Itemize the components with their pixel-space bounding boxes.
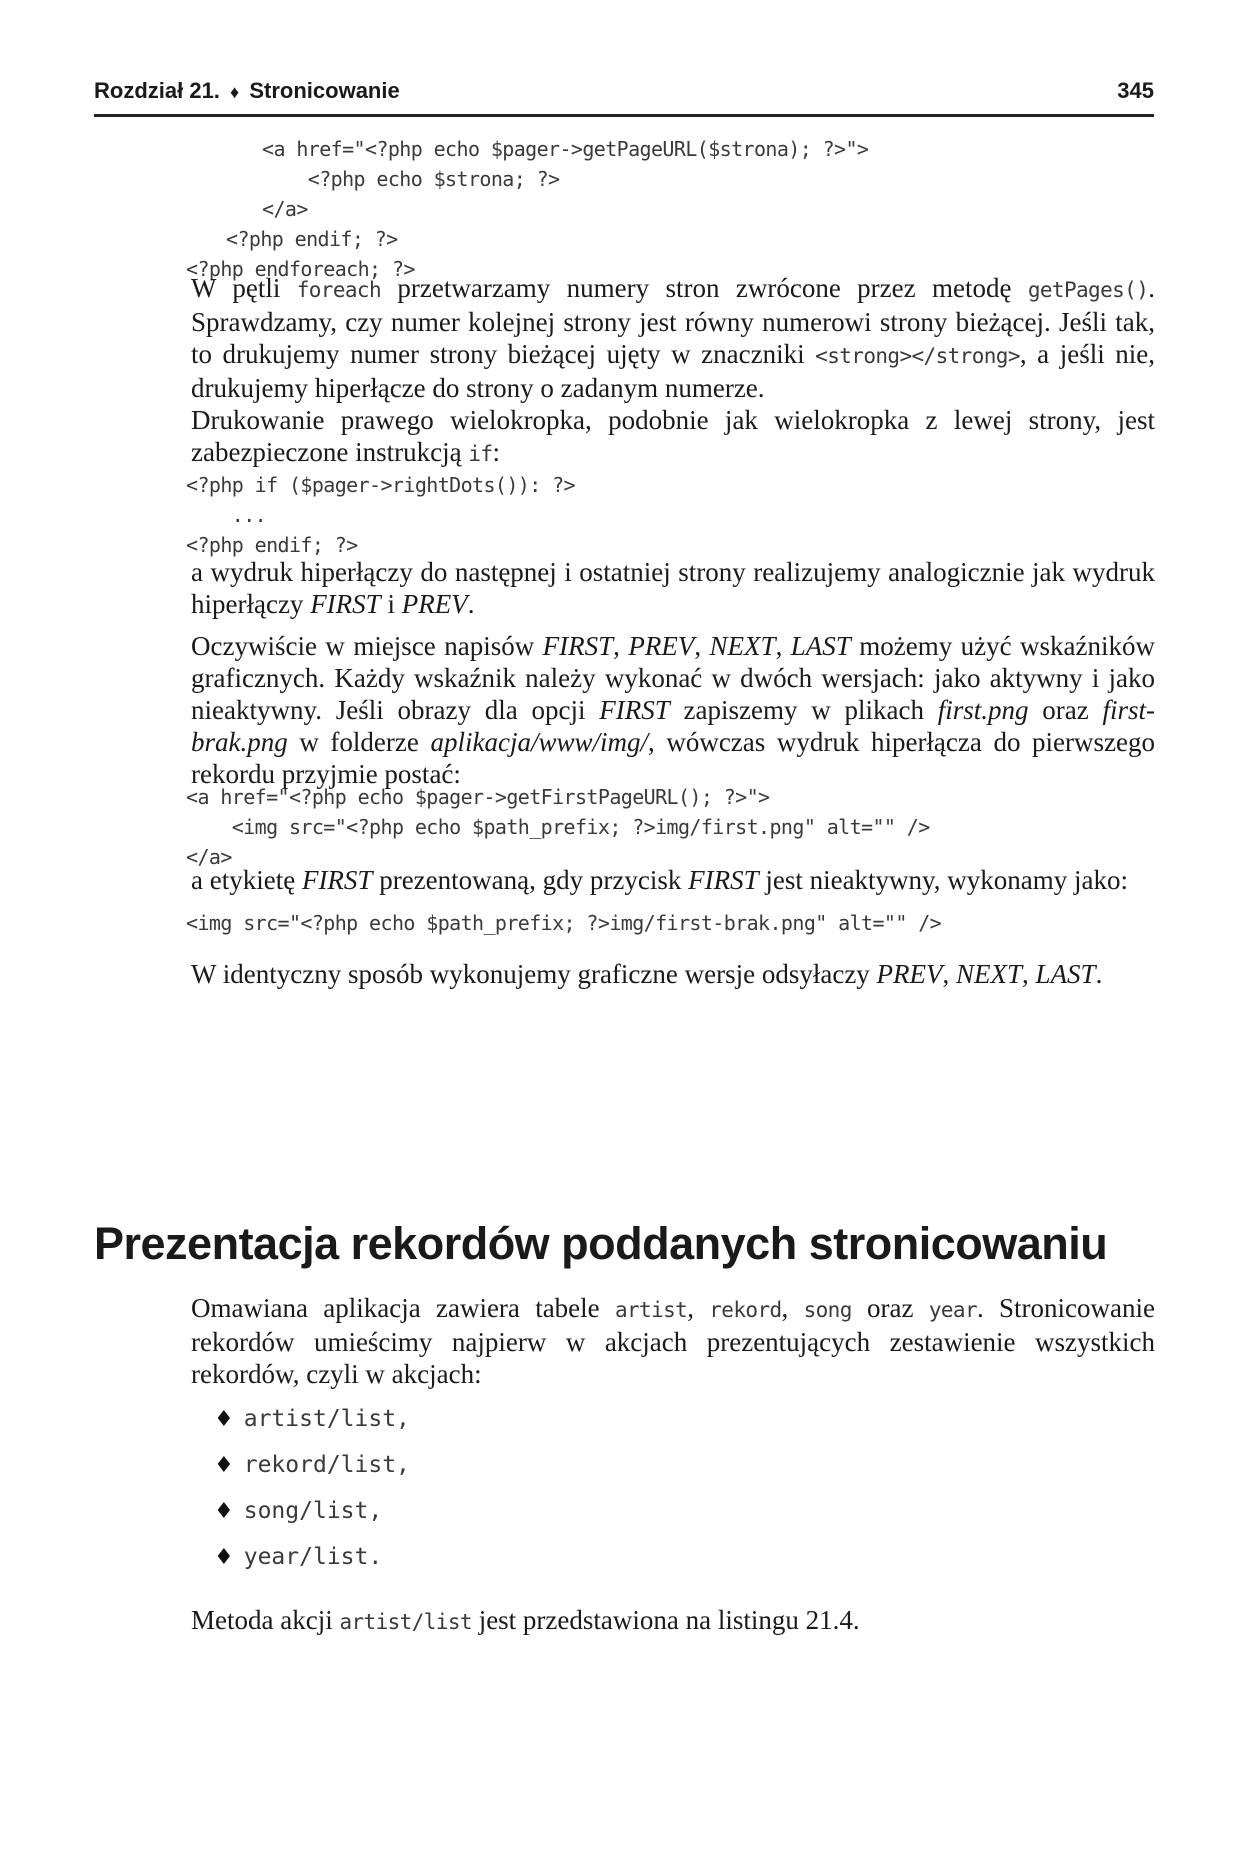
code-line: <?php endif; ?> <box>186 533 358 557</box>
code-block-3 <box>186 782 930 872</box>
header-separator: ♦ <box>230 82 240 102</box>
paragraph-right-dots: Drukowanie prawego wielokropka, podobnie jak wielokropka z lewej strony, jest zabezpieczone instrukcją if: <box>191 405 1155 467</box>
bullet-diamond-icon: ♦ <box>214 1545 234 1570</box>
bullet-diamond-icon: ♦ <box>214 1407 234 1432</box>
code-line: <?php if ($pager->rightDots()): ?> <box>186 473 575 497</box>
section-heading: Prezentacja rekordów poddanych stronicowaniu <box>94 1218 1108 1269</box>
bullet-diamond-icon: ♦ <box>214 1453 234 1478</box>
code-line: </a> <box>186 845 232 869</box>
code-block-4 <box>186 908 941 938</box>
list-item: ♦ song/list, <box>214 1498 383 1524</box>
bullet-diamond-icon: ♦ <box>214 1499 234 1524</box>
header-section-label: Stronicowanie <box>249 78 400 103</box>
running-header <box>94 78 1154 117</box>
code-block-2 <box>186 470 575 560</box>
code-line: </a> <box>262 197 308 221</box>
paragraph-identical: W identyczny sposób wykonujemy graficzne wersje odsyłaczy PREV, NEXT, LAST. <box>191 959 1103 989</box>
code-line: <?php endif; ?> <box>226 227 398 251</box>
paragraph-next-last: a wydruk hiperłączy do następnej i ostatniej strony realizujemy analogicznie jak wydruk hiperłączy FIRST i PREV. <box>191 557 1155 619</box>
code-block-1 <box>186 134 869 284</box>
paragraph-foreach: W pętli foreach przetwarzamy numery stron zwrócone przez metodę getPages(). Sprawdzamy, czy numer kolejnej strony jest równy numerowi strony bieżącej. Jeśli tak, to drukujemy numer strony bieżącej ujęty w znaczniki <strong></strong>, a jeśli nie, drukujemy hiperłącze do strony o zadanym numerze. <box>191 273 1155 403</box>
list-item: ♦ rekord/list, <box>214 1452 410 1478</box>
list-item: ♦ year/list. <box>214 1544 383 1570</box>
header-chapter <box>94 78 400 104</box>
code-line: <img src="<?php echo $path_prefix; ?>img/first-brak.png" alt="" /> <box>186 911 942 935</box>
page-number: 345 <box>1117 78 1154 103</box>
code-line: ... <box>186 503 267 527</box>
code-line: <a href="<?php echo $pager->getFirstPageURL(); ?>"> <box>186 785 770 809</box>
code-line: <?php endforeach; ?> <box>186 257 415 281</box>
paragraph-tables: Omawiana aplikacja zawiera tabele artist, rekord, song oraz year. Stronicowanie rekordów umieścimy najpierw w akcjach prezentujących zestawienie wszystkich rekordów, czyli w akcjach: <box>191 1293 1156 1389</box>
list-item: ♦ artist/list, <box>214 1406 410 1432</box>
code-line: <?php echo $strona; ?> <box>262 167 560 191</box>
code-line: <a href="<?php echo $pager->getPageURL($strona); ?>"> <box>262 137 869 161</box>
paragraph-graphic-indicators: Oczywiście w miejsce napisów FIRST, PREV, NEXT, LAST możemy użyć wskaźników graficznych. Każdy wskaźnik należy wykonać w dwóch wersjach: jako aktywny i jako nieaktywny. Jeśli obrazy dla opcji FIRST zapiszemy w plikach first.png oraz first-brak.png w folderze aplikacja/www/img/, wówczas wydruk hiperłącza do pierwszego rekordu przyjmie postać: <box>191 631 1156 789</box>
paragraph-listing-ref: Metoda akcji artist/list jest przedstawiona na listingu 21.4. <box>191 1605 860 1635</box>
header-chapter-label: Rozdział 21. <box>94 78 220 103</box>
paragraph-first-inactive: a etykietę FIRST prezentowaną, gdy przycisk FIRST jest nieaktywny, wykonamy jako: <box>191 865 1129 895</box>
code-line: <img src="<?php echo $path_prefix; ?>img/first.png" alt="" /> <box>186 815 930 839</box>
